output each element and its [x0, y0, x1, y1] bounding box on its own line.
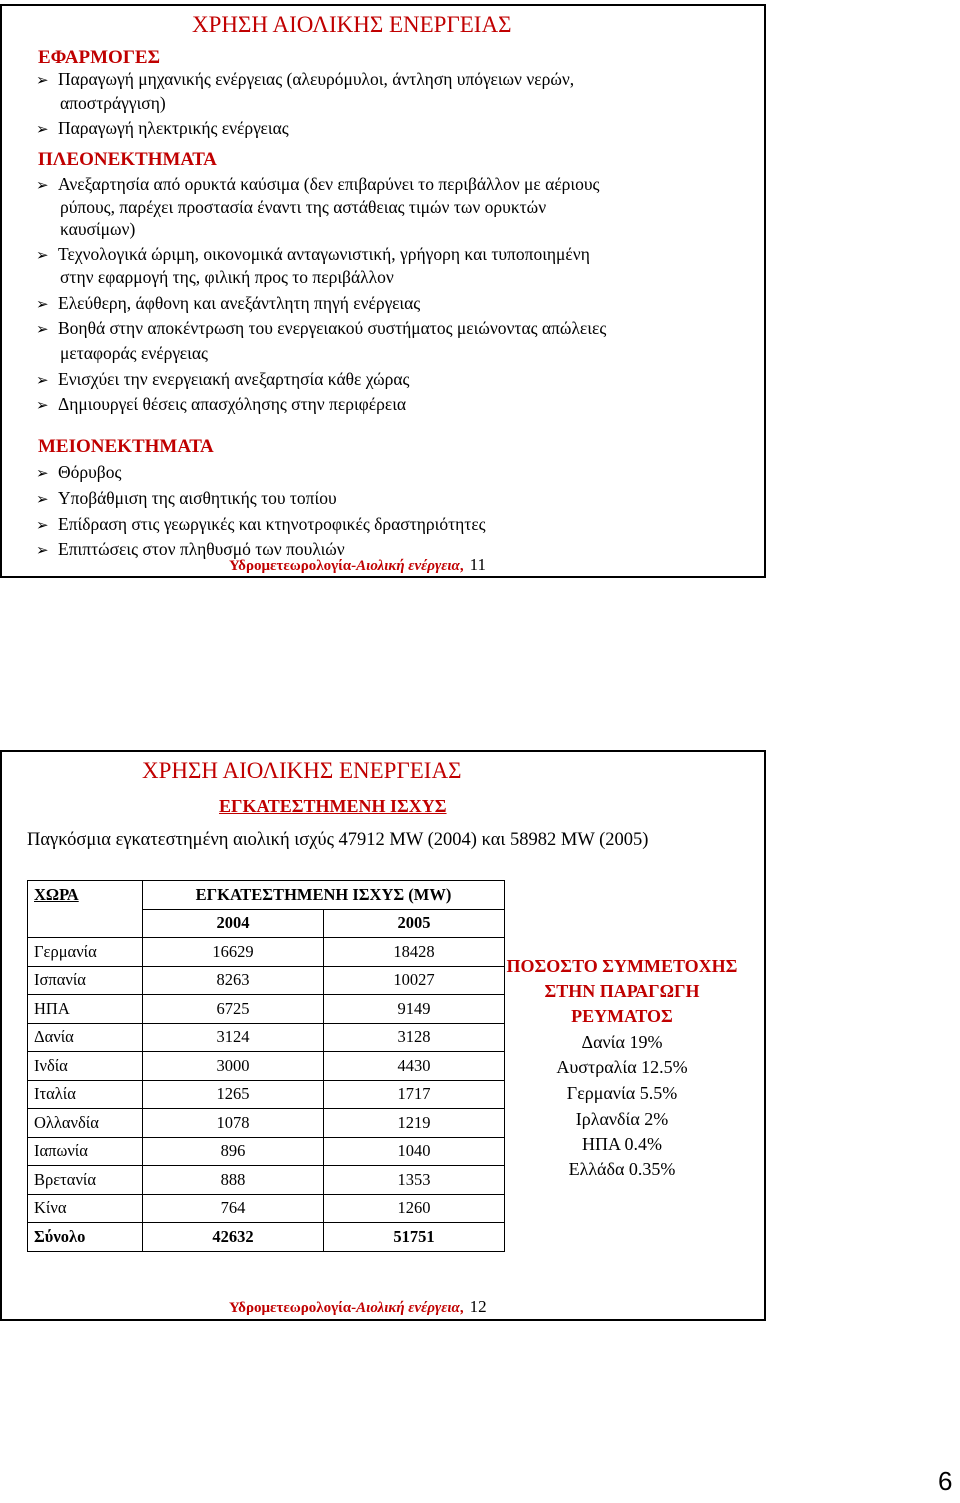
share-item: ΗΠΑ 0.4% — [582, 1134, 662, 1154]
list-item: ➢ Παραγωγή μηχανικής ενέργειας (αλευρόμυλοι, άντληση υπόγειων νερών, — [36, 69, 575, 89]
column-header-country: ΧΩΡΑ — [28, 881, 143, 938]
table-row: Βρετανία 888 1353 — [28, 1166, 505, 1195]
list-item: ➢ Ενισχύει την ενεργειακή ανεξαρτησία κάθε χώρας — [36, 369, 410, 389]
column-header-power: ΕΓΚΑΤΕΣΤΗΜΕΝΗ ΙΣΧΥΣ (MW) — [143, 881, 505, 910]
share-heading-line: ΠΟΣΟΣΤΟ ΣΥΜΜΕΤΟΧΗΣ — [506, 956, 738, 976]
slide-footer: Υδρομετεωρολογία-Αιολική ενέργεια, 12 — [229, 1297, 487, 1316]
share-heading-line: ΣΤΗΝ ΠΑΡΑΓΩΓΗ — [544, 981, 700, 1001]
share-item: Ιρλανδία 2% — [575, 1109, 669, 1129]
disadvantages-heading: ΜΕΙΟΝΕΚΤΗΜΑΤΑ — [38, 436, 214, 457]
list-item: ➢ Ανεξαρτησία από ορυκτά καύσιμα (δεν επιβαρύνει το περιβάλλον με αέριους — [36, 174, 600, 194]
slide-12 — [0, 750, 766, 1321]
advantages-heading: ΠΛΕΟΝΕΚΤΗΜΑΤΑ — [38, 149, 217, 170]
bullet-arrow-icon: ➢ — [36, 373, 49, 389]
share-item: Αυστραλία 12.5% — [556, 1057, 688, 1077]
installed-power-table — [27, 880, 505, 1252]
table-row: Κίνα 764 1260 — [28, 1194, 505, 1223]
share-heading-line: ΡΕΥΜΑΤΟΣ — [571, 1006, 673, 1026]
list-item: ➢ Δημιουργεί θέσεις απασχόλησης στην περιφέρεια — [36, 394, 407, 414]
bullet-arrow-icon: ➢ — [36, 248, 49, 264]
applications-heading: ΕΦΑΡΜΟΓΕΣ — [38, 47, 160, 68]
list-item: ➢ Υποβάθμιση της αισθητικής του τοπίου — [36, 488, 337, 508]
list-item: ➢ Παραγωγή ηλεκτρικής ενέργειας — [36, 118, 289, 138]
table-header-row — [28, 881, 505, 910]
list-item-continuation: καυσίμων) — [60, 219, 136, 239]
list-item: ➢ Βοηθά στην αποκέντρωση του ενεργειακού συστήματος μειώνοντας απώλειες — [36, 318, 607, 338]
column-header-year: 2005 — [324, 909, 505, 938]
list-item: ➢ Τεχνολογικά ώριμη, οικονομικά ανταγωνιστική, γρήγορη και τυποποιημένη — [36, 244, 590, 264]
slide-number: 11 — [469, 555, 486, 574]
table-row: Ολλανδία 1078 1219 — [28, 1109, 505, 1138]
slide-11 — [0, 4, 766, 578]
slide-title: ΧΡΗΣΗ ΑΙΟΛΙΚΗΣ ΕΝΕΡΓΕΙΑΣ — [192, 12, 512, 37]
share-item: Γερμανία 5.5% — [566, 1083, 678, 1103]
slide-subtitle: ΕΓΚΑΤΕΣΤΗΜΕΝΗ ΙΣΧΥΣ — [219, 796, 447, 816]
bullet-arrow-icon: ➢ — [36, 466, 49, 482]
table-total-row: Σύνολο 42632 51751 — [28, 1223, 505, 1252]
column-header-year: 2004 — [143, 909, 324, 938]
bullet-arrow-icon: ➢ — [36, 398, 49, 414]
bullet-arrow-icon: ➢ — [36, 297, 49, 313]
slide-title: ΧΡΗΣΗ ΑΙΟΛΙΚΗΣ ΕΝΕΡΓΕΙΑΣ — [142, 758, 462, 783]
bullet-arrow-icon: ➢ — [36, 492, 49, 508]
list-item: ➢ Επιπτώσεις στον πληθυσμό των πουλιών — [36, 539, 345, 559]
slide-number: 12 — [469, 1297, 487, 1316]
table-row: Γερμανία 16629 18428 — [28, 938, 505, 967]
list-item-continuation: αποστράγγιση) — [60, 93, 166, 113]
bullet-arrow-icon: ➢ — [36, 543, 49, 559]
list-item-continuation: στην εφαρμογή της, φιλική προς το περιβάλλον — [60, 267, 394, 287]
share-item: Ελλάδα 0.35% — [568, 1159, 676, 1179]
list-item-continuation: μεταφοράς ενέργειας — [60, 343, 208, 363]
table-row: Ιαπωνία 896 1040 — [28, 1137, 505, 1166]
list-item: ➢ Ελεύθερη, άφθονη και ανεξάντλητη πηγή ενέργειας — [36, 293, 421, 313]
bullet-arrow-icon: ➢ — [36, 73, 49, 89]
share-item: Δανία 19% — [581, 1032, 663, 1052]
summary-text: Παγκόσμια εγκατεστημένη αιολική ισχύς 47912 MW (2004) και 58982 MW (2005) — [27, 830, 649, 850]
bullet-arrow-icon: ➢ — [36, 322, 49, 338]
table-row: Ισπανία 8263 10027 — [28, 966, 505, 995]
table-row: Δανία 3124 3128 — [28, 1023, 505, 1052]
table-row: Ιταλία 1265 1717 — [28, 1080, 505, 1109]
table-row: Ινδία 3000 4430 — [28, 1052, 505, 1081]
table-row: ΗΠΑ 6725 9149 — [28, 995, 505, 1024]
bullet-arrow-icon: ➢ — [36, 122, 49, 138]
bullet-arrow-icon: ➢ — [36, 518, 49, 534]
list-item: ➢ Θόρυβος — [36, 462, 122, 482]
list-item: ➢ Επίδραση στις γεωργικές και κτηνοτροφικές δραστηριότητες — [36, 514, 486, 534]
bullet-arrow-icon: ➢ — [36, 178, 49, 194]
page-number: 6 — [938, 1466, 953, 1496]
slide-footer: Υδρομετεωρολογία-Αιολική ενέργεια, 11 — [229, 555, 486, 574]
list-item-continuation: ρύπους, παρέχει προστασία έναντι της αστάθειας τιμών των ορυκτών — [60, 197, 547, 217]
